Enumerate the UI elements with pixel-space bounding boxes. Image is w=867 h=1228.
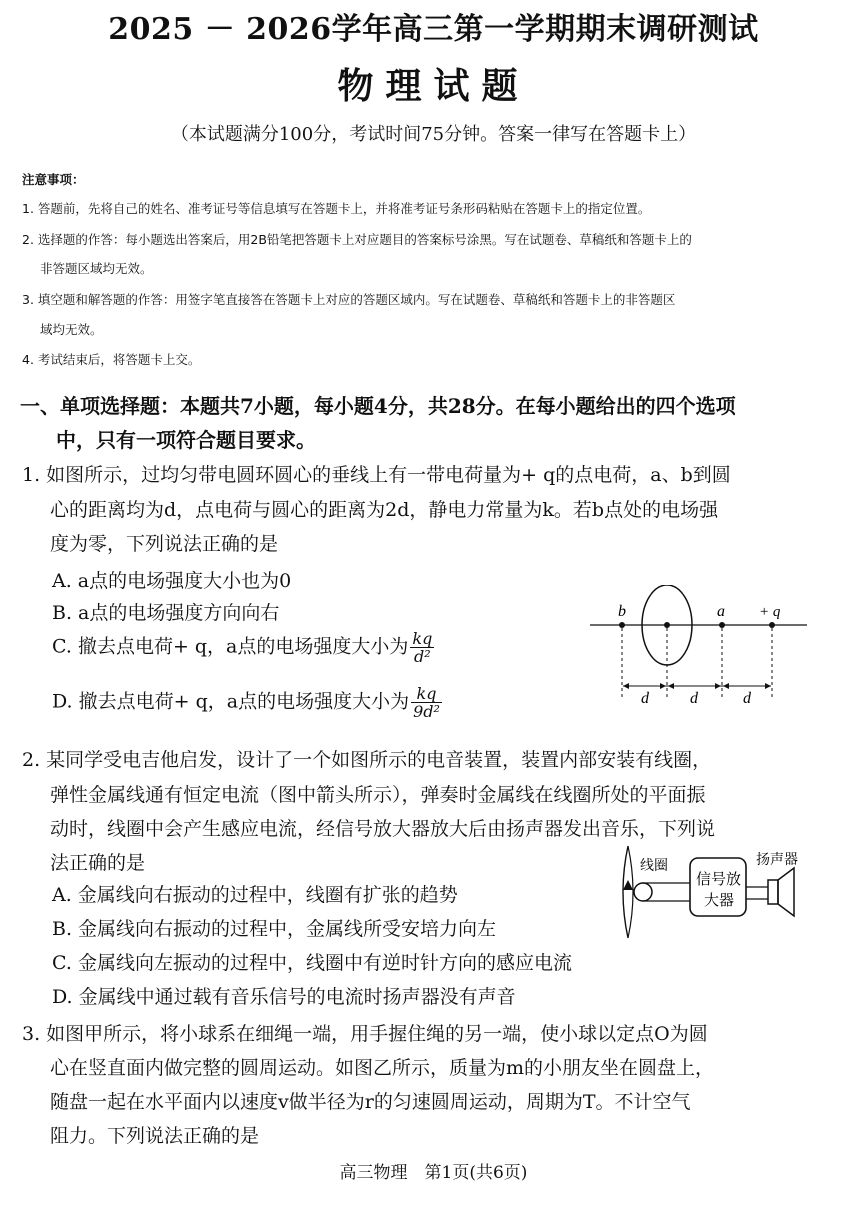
q1-option-d-fraction — [411, 685, 442, 720]
q2-fig-coil-label: 线圈 — [640, 858, 668, 874]
q2-guitar-figure — [610, 842, 810, 942]
note-2-line2: 非答题区域均无效。 — [40, 261, 153, 276]
q1-stem-line1: 1. 如图所示，过均匀带电圆环圆心的垂线上有一带电荷量为+ q的点电荷，a、b到圆 — [22, 464, 731, 486]
note-1: 1. 答题前，先将自己的姓名、准考证号等信息填写在答题卡上，并将准考证号条形码粘贴在答题卡上的指定位置。 — [22, 201, 651, 216]
q1-fig-distance-1: d — [641, 690, 649, 707]
q3-stem-line3: 随盘一起在水平面内以速度v做半径为r的匀速圆周运动，周期为T。不计空气 — [50, 1091, 691, 1113]
q1-option-c — [52, 630, 434, 665]
q2-stem-line3: 动时，线圈中会产生感应电流，经信号放大器放大后由扬声器发出音乐，下列说 — [50, 818, 716, 840]
q3-stem-line1: 3. 如图甲所示，将小球系在细绳一端，用手握住绳的另一端，使小球以定点O为圆 — [22, 1023, 708, 1045]
note-3-line2: 域均无效。 — [40, 322, 103, 337]
q1-ring-figure — [585, 585, 815, 710]
q1-option-d-den: 9d² — [413, 702, 440, 721]
subject-title: 物理试题 — [337, 65, 530, 107]
q3-stem-line4: 阻力。下列说法正确的是 — [50, 1125, 260, 1147]
q2-option-c: C. 金属线向左振动的过程中，线圈中有逆时针方向的感应电流 — [52, 952, 572, 974]
page-footer: 高三物理 第1页(共6页) — [339, 1163, 528, 1183]
q2-option-b: B. 金属线向右振动的过程中，金属线所受安培力向左 — [52, 918, 497, 940]
q2-fig-amp-label-1: 信号放 — [696, 870, 742, 888]
q1-fig-label-b: b — [618, 603, 626, 620]
q1-option-c-num: kq — [412, 629, 433, 648]
exam-instructions: （本试题满分100分，考试时间75分钟。答案一律写在答题卡上） — [170, 124, 697, 145]
q3-stem-line2: 心在竖直面内做完整的圆周运动。如图乙所示，质量为m的小朋友坐在圆盘上， — [50, 1057, 715, 1079]
exam-title: 2025 － 2026学年高三第一学期期末调研测试 — [108, 12, 759, 47]
q1-option-d-text: D. 撤去点电荷+ q，a点的电场强度大小为 — [52, 690, 410, 713]
q1-option-c-text: C. 撤去点电荷+ q，a点的电场强度大小为 — [52, 635, 409, 658]
q2-option-d: D. 金属线中通过载有音乐信号的电流时扬声器没有声音 — [52, 986, 516, 1008]
q2-fig-speaker-label: 扬声器 — [756, 852, 798, 868]
q1-fig-label-q: + q — [759, 604, 781, 620]
q1-option-a: A. a点的电场强度大小也为0 — [52, 570, 292, 592]
q2-stem-line4: 法正确的是 — [50, 852, 146, 874]
note-4: 4. 考试结束后，将答题卡上交。 — [22, 352, 201, 367]
q1-option-c-fraction — [410, 630, 434, 665]
note-2-line1: 2. 选择题的作答：每小题选出答案后，用2B铅笔把答题卡上对应题目的答案标号涂黑。写在试题卷、草稿纸和答题卡上的 — [22, 232, 692, 247]
q1-fig-label-a: a — [717, 603, 725, 620]
q1-option-c-den: d² — [414, 647, 431, 666]
q1-option-d-num: kq — [411, 685, 442, 703]
q1-stem-line2: 心的距离均为d，点电荷与圆心的距离为2d，静电力常量为k。若b点处的电场强 — [50, 499, 719, 521]
q1-fig-distance-2: d — [690, 690, 698, 707]
section-heading-line1: 一、单项选择题：本题共7小题，每小题4分，共28分。在每小题给出的四个选项 — [20, 394, 736, 418]
note-3-line1: 3. 填空题和解答题的作答：用签字笔直接答在答题卡上对应的答题区域内。写在试题卷、草稿纸和答题卡上的非答题区 — [22, 292, 676, 307]
q1-stem-line3: 度为零，下列说法正确的是 — [50, 533, 279, 555]
q2-stem-line2: 弹性金属线通有恒定电流（图中箭头所示），弹奏时金属线在线圈所处的平面振 — [50, 784, 706, 806]
q1-option-d — [52, 685, 442, 720]
section-heading-line2: 中，只有一项符合题目要求。 — [56, 428, 316, 452]
q2-fig-amp-label-2: 大器 — [704, 891, 735, 909]
q1-option-b: B. a点的电场强度方向向右 — [52, 602, 280, 624]
q2-option-a: A. 金属线向右振动的过程中，线圈有扩张的趋势 — [52, 884, 458, 906]
q2-stem-line1: 2. 某同学受电吉他启发，设计了一个如图所示的电音装置，装置内部安装有线圈， — [22, 749, 712, 771]
q1-fig-distance-3: d — [743, 690, 751, 707]
notes-heading: 注意事项： — [22, 172, 85, 187]
